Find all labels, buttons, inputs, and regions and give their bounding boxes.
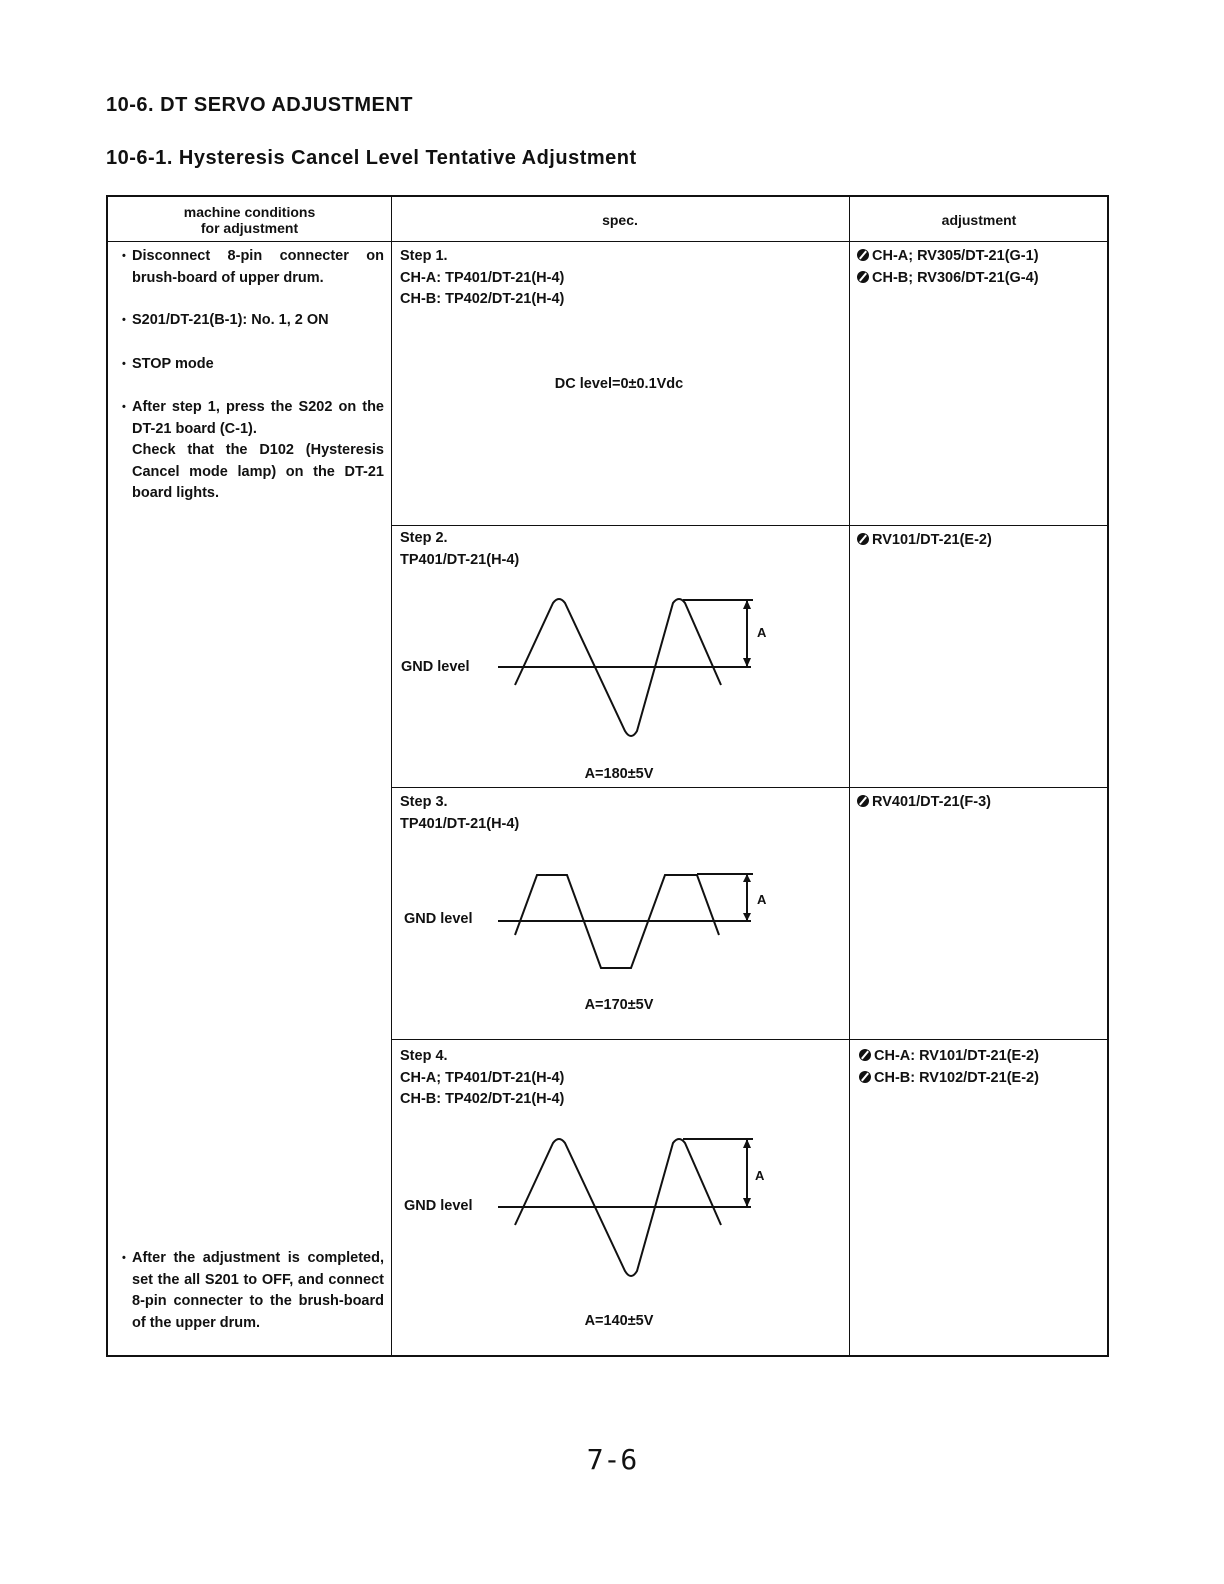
step-line: CH-A; TP401/DT-21(H-4) [400,1069,565,1086]
step4-spec [400,1046,564,1111]
gnd-level-label: GND level [404,1198,473,1214]
condition-item: • STOP mode [122,354,384,376]
step-divider-1 [391,525,1107,526]
condition-item: • After the adjustment is completed, set the all S201 to OFF, and connect 8-pin connecter to the brush-board of the upper drum. [122,1248,384,1334]
amplitude-label: A [757,892,767,907]
step4-value: A=140±5V [584,1313,654,1329]
step4-adjustment [859,1046,1039,1089]
step3-adjustment [857,792,991,814]
header-spec: spec. [602,212,638,228]
step-line: TP401/DT-21(H-4) [400,551,520,568]
final-condition [122,1248,384,1334]
condition-item: • After step 1, press the S202 on the DT-21 board (C-1). [122,397,384,440]
conditions-list [122,246,384,505]
step-title: Step 3. [400,794,448,810]
step-divider-3 [391,1039,1107,1040]
step3-value: A=170±5V [584,997,654,1013]
potentiometer-icon [859,1071,871,1083]
gnd-level-label: GND level [401,659,470,675]
condition-item: • Disconnect 8-pin connecter on brush-board of upper drum. [122,246,384,289]
header-adjustment: adjustment [941,212,1017,228]
step2-value: A=180±5V [584,766,654,782]
step2-adjustment [857,530,992,552]
step-line: CH-A: TP401/DT-21(H-4) [400,269,565,286]
potentiometer-icon [857,271,869,283]
potentiometer-icon [857,795,869,807]
header-conditions: machine conditions for adjustment [183,204,316,236]
column-divider-1 [391,197,392,1355]
gnd-level-label: GND level [404,911,473,927]
step-line: CH-B: TP402/DT-21(H-4) [400,291,565,307]
step-line: TP401/DT-21(H-4) [400,815,520,832]
amplitude-label: A [755,1168,765,1183]
section-title: 10-6. DT SERVO ADJUSTMENT [106,94,414,116]
adjust-line: CH-B; RV306/DT-21(G-4) [857,268,1039,290]
step4-waveform [493,1135,773,1281]
step-title: Step 1. [400,248,448,264]
potentiometer-icon [857,249,869,261]
header-divider [108,241,1107,242]
step2-spec [400,528,519,571]
adjust-line: CH-B: RV102/DT-21(E-2) [859,1068,1039,1090]
adjust-line: CH-A; RV305/DT-21(G-1) [857,246,1039,268]
step1-adjustment [857,246,1039,289]
amplitude-label: A [757,625,767,640]
step-line: CH-B: TP402/DT-21(H-4) [400,1091,565,1107]
subsection-title: 10-6-1. Hysteresis Cancel Level Tentative Adjustment [106,147,637,169]
step-divider-2 [391,787,1107,788]
adjust-line: RV101/DT-21(E-2) [857,530,992,552]
step3-waveform [493,871,773,975]
step2-waveform [493,595,773,741]
potentiometer-icon [859,1049,871,1061]
step3-spec [400,792,519,835]
adjustment-table [106,195,1109,1357]
page-number: 7-6 [586,1443,638,1476]
step-title: Step 4. [400,1048,448,1064]
adjust-line: RV401/DT-21(F-3) [857,792,991,814]
step1-value: DC level=0±0.1Vdc [554,376,684,392]
condition-item: • S201/DT-21(B-1): No. 1, 2 ON [122,310,384,332]
column-divider-2 [849,197,850,1355]
potentiometer-icon [857,533,869,545]
adjust-line: CH-A: RV101/DT-21(E-2) [859,1046,1039,1068]
step-title: Step 2. [400,530,448,546]
condition-item: Check that the D102 (Hysteresis Cancel mode lamp) on the DT-21 board lights. [132,442,384,501]
step1-spec [400,246,564,311]
